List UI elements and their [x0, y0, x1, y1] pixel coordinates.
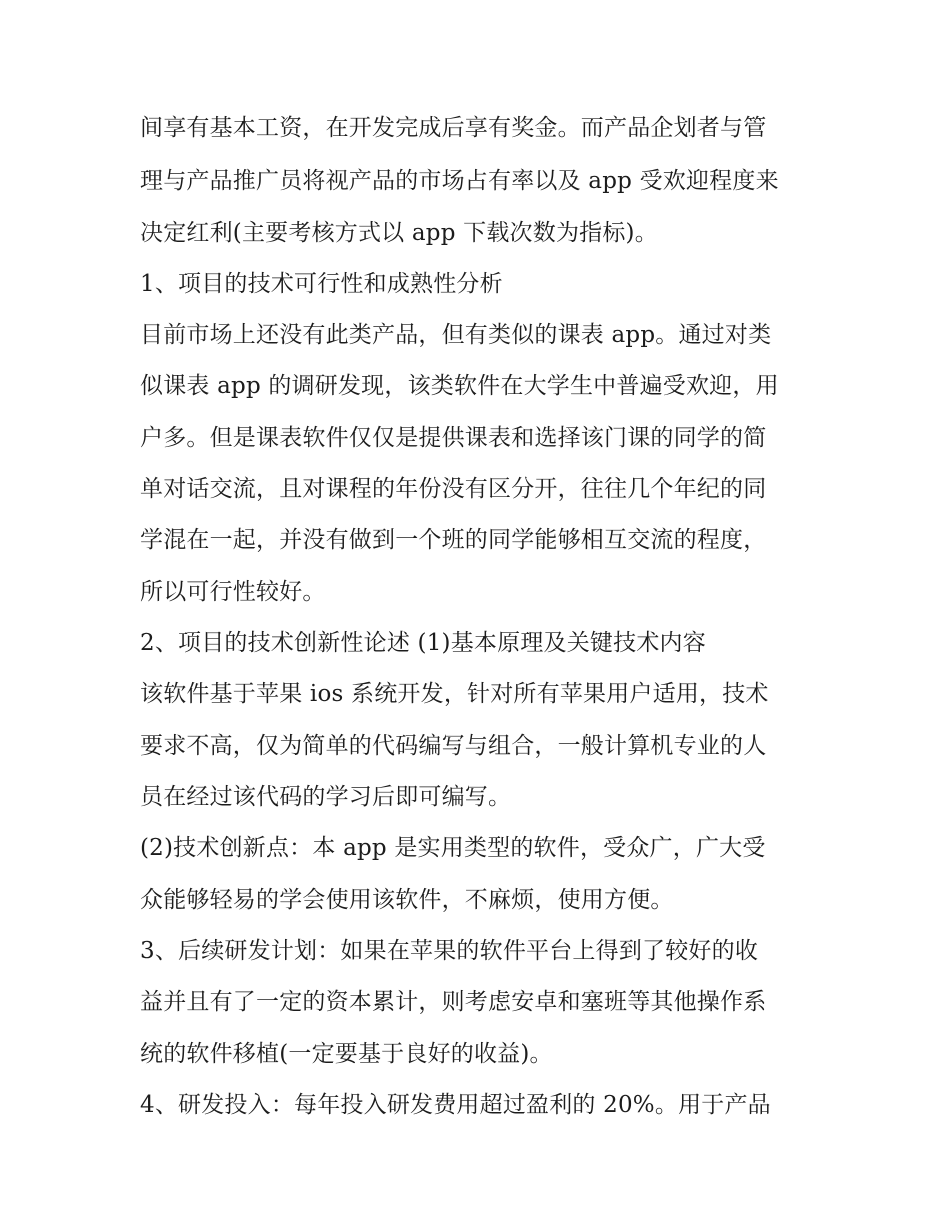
text-line: 益并且有了一定的资本累计，则考虑安卓和塞班等其他操作系: [140, 989, 767, 1015]
section-heading: 1、项目的技术可行性和成熟性分析: [140, 271, 503, 297]
text-line: 单对话交流，且对课程的年份没有区分开，往往几个年纪的同: [140, 476, 767, 502]
text-line: 间享有基本工资，在开发完成后享有奖金。而产品企划者与管: [140, 115, 767, 141]
text-line: (2)技术创新点：本 app 是实用类型的软件，受众广，广大受: [140, 835, 766, 861]
section-heading: 4、研发投入：每年投入研发费用超过盈利的 20%。用于产品: [140, 1092, 771, 1118]
text-line: 决定红利(主要考核方式以 app 下载次数为指标)。: [140, 220, 658, 246]
text-line: 所以可行性较好。: [140, 579, 326, 605]
text-line: 该软件基于苹果 ios 系统开发，针对所有苹果用户适用，技术: [140, 681, 769, 707]
text-line: 户多。但是课表软件仅仅是提供课表和选择该门课的同学的简: [140, 425, 767, 451]
text-line: 员在经过该代码的学习后即可编写。: [140, 784, 512, 810]
text-line: 要求不高，仅为简单的代码编写与组合，一般计算机专业的人: [140, 733, 767, 759]
text-line: 理与产品推广员将视产品的市场占有率以及 app 受欢迎程度来: [140, 168, 779, 194]
section-heading: 2、项目的技术创新性论述 (1)基本原理及关键技术内容: [140, 630, 706, 656]
text-line: 似课表 app 的调研发现，该类软件在大学生中普遍受欢迎，用: [140, 373, 779, 399]
section-heading: 3、后续研发计划：如果在苹果的软件平台上得到了较好的收: [140, 938, 759, 964]
text-line: 统的软件移植(一定要基于良好的收益)。: [140, 1041, 553, 1067]
text-line: 众能够轻易的学会使用该软件，不麻烦，使用方便。: [140, 887, 674, 913]
text-line: 目前市场上还没有此类产品，但有类似的课表 app。通过对类: [140, 322, 772, 348]
text-line: 学混在一起，并没有做到一个班的同学能够相互交流的程度，: [140, 527, 767, 553]
